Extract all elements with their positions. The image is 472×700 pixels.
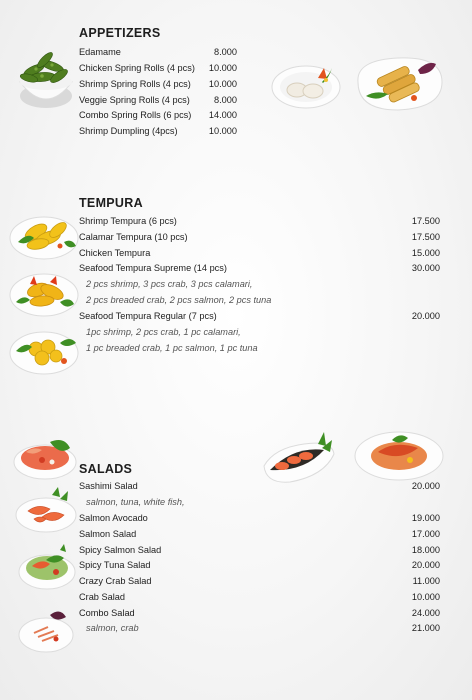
- menu-item-name: Crab Salad: [79, 592, 125, 602]
- menu-item-price: 10.000: [208, 79, 237, 89]
- menu-item-description: 2 pcs breaded crab, 2 pcs salmon, 2 pcs tuna: [86, 295, 272, 305]
- menu-item-name: Seafood Tempura Regular (7 pcs): [79, 311, 217, 321]
- menu-item-name: Spicy Tuna Salad: [79, 560, 151, 570]
- menu-item-price: 14.000: [208, 110, 237, 120]
- menu-item-price: 19.000: [411, 513, 440, 523]
- menu-item-name: Spicy Salmon Salad: [79, 545, 162, 555]
- calamari-tempura-plate-image: [8, 268, 80, 318]
- salads-heading: SALADS: [79, 462, 133, 476]
- menu-item-price: 15.000: [411, 248, 440, 258]
- chicken-tempura-plate-image: [8, 325, 80, 377]
- menu-item-name: Crazy Crab Salad: [79, 576, 152, 586]
- menu-item-name: Edamame: [79, 47, 121, 57]
- edamame-bowl-image: [14, 44, 78, 114]
- menu-item-name: Chicken Spring Rolls (4 pcs): [79, 63, 195, 73]
- menu-item-name: Calamar Tempura (10 pcs): [79, 232, 188, 242]
- menu-item-name: Salmon Salad: [79, 529, 137, 539]
- menu-item-price: 17.500: [411, 232, 440, 242]
- menu-item-price: 10.000: [208, 126, 237, 136]
- menu-item-description: 2 pcs shrimp, 3 pcs crab, 3 pcs calamari,: [86, 279, 253, 289]
- menu-item-name: Seafood Tempura Supreme (14 pcs): [79, 263, 227, 273]
- menu-item-description: 1pc shrimp, 2 pcs crab, 1 pc calamari,: [86, 327, 241, 337]
- menu-item-name: Chicken Tempura: [79, 248, 151, 258]
- salmon-salad-plate-image: [14, 485, 78, 535]
- menu-item-name: Shrimp Dumpling (4pcs): [79, 126, 178, 136]
- tuna-salad-plate-image: [352, 428, 446, 484]
- spring-rolls-plate-image: [352, 52, 446, 114]
- menu-item-name: Salmon Avocado: [79, 513, 148, 523]
- menu-item-price: 10.000: [208, 63, 237, 73]
- menu-item-price: 18.000: [411, 545, 440, 555]
- menu-item-price: 8.000: [214, 95, 237, 105]
- crab-salad-plate-image: [16, 603, 76, 655]
- menu-item-name: Combo Spring Rolls (6 pcs): [79, 110, 192, 120]
- menu-item-price: 8.000: [214, 47, 237, 57]
- menu-item-description: salmon, tuna, white fish,: [86, 497, 185, 507]
- menu-item-description: 1 pc breaded crab, 1 pc salmon, 1 pc tuna: [86, 343, 258, 353]
- menu-item-price: 17.500: [411, 216, 440, 226]
- menu-item-price: 11.000: [412, 576, 440, 586]
- dumpling-plate-image: [270, 60, 342, 110]
- menu-item-price: 20.000: [411, 560, 440, 570]
- menu-item-price: 30.000: [411, 263, 440, 273]
- menu-item-name: Sashimi Salad: [79, 481, 138, 491]
- appetizers-heading: APPETIZERS: [79, 26, 161, 40]
- shrimp-tempura-plate-image: [8, 212, 80, 262]
- spicy-salad-bowl-image: [16, 540, 78, 592]
- menu-item-price: 20.000: [411, 481, 440, 491]
- menu-item-price: 21.000: [411, 623, 440, 633]
- menu-item-price: 20.000: [411, 311, 440, 321]
- menu-item-name: Shrimp Tempura (6 pcs): [79, 216, 177, 226]
- menu-item-description: salmon, crab: [86, 623, 139, 633]
- salmon-rolls-plate-image: [260, 430, 338, 488]
- sashimi-salad-bowl-image: [12, 432, 78, 482]
- menu-item-name: Shrimp Spring Rolls (4 pcs): [79, 79, 191, 89]
- menu-item-name: Combo Salad: [79, 608, 135, 618]
- menu-item-price: 24.000: [411, 608, 440, 618]
- tempura-heading: TEMPURA: [79, 196, 143, 210]
- menu-item-price: 10.000: [411, 592, 440, 602]
- menu-item-price: 17.000: [411, 529, 440, 539]
- menu-item-name: Veggie Spring Rolls (4 pcs): [79, 95, 190, 105]
